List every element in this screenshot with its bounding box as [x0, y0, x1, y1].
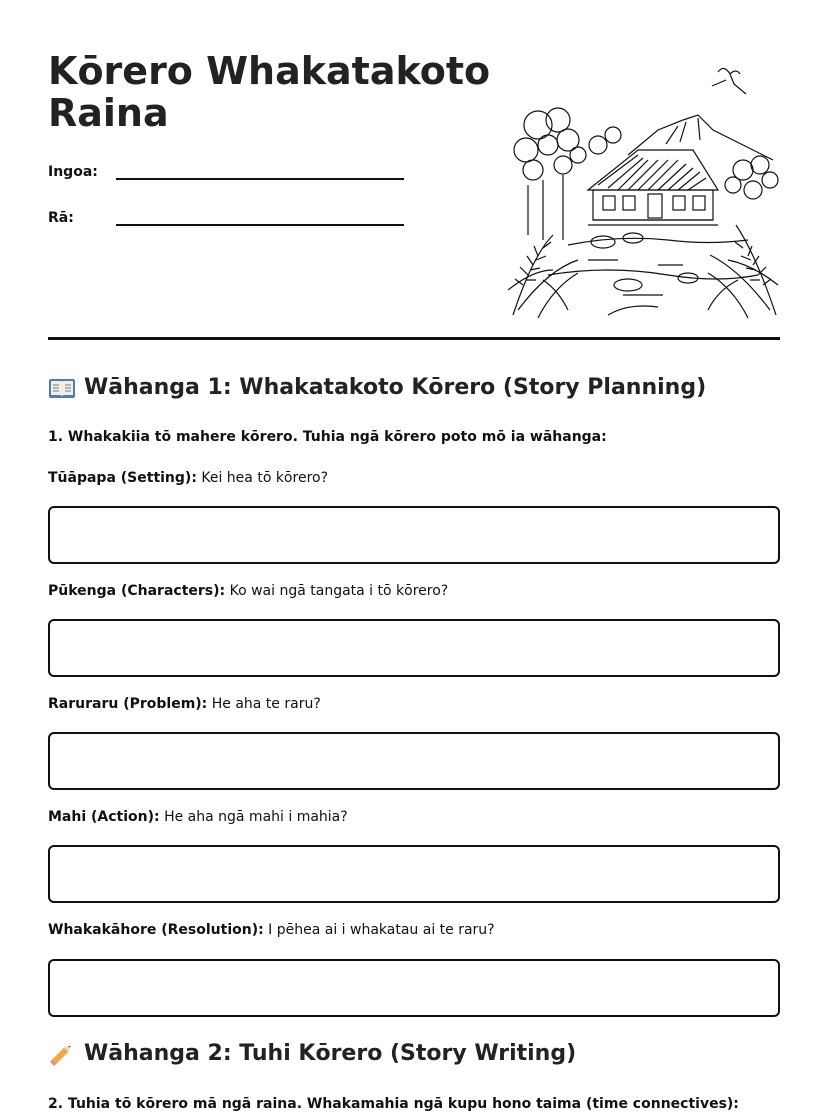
name-label: Ingoa: [48, 164, 98, 180]
prompt-setting-label: Tūāpapa (Setting): [48, 470, 197, 486]
prompt-problem [48, 696, 321, 712]
problem-answer-box[interactable] [48, 732, 780, 790]
date-line[interactable] [116, 204, 404, 226]
prompt-action-label: Mahi (Action): [48, 809, 160, 825]
prompt-resolution-label: Whakakāhore (Resolution): [48, 922, 264, 938]
prompt-resolution [48, 922, 495, 938]
prompt-characters-question: Ko wai ngā tangata i tō kōrero? [225, 583, 449, 599]
title-line-1: Kōrero Whakatakoto [48, 49, 491, 93]
section2-title-text: Wāhanga 2: Tuhi Kōrero (Story Writing) [84, 1041, 577, 1066]
prompt-characters [48, 583, 448, 599]
prompt-characters-label: Pūkenga (Characters): [48, 583, 226, 599]
title-line-2: Raina [48, 91, 169, 135]
prompt-problem-label: Raruraru (Problem): [48, 696, 208, 712]
setting-answer-box[interactable] [48, 506, 780, 564]
section1-title [48, 375, 706, 400]
section1-instruction: 1. Whakakiia tō mahere kōrero. Tuhia ngā kōrero poto mō ia wāhanga: [48, 429, 607, 445]
date-label: Rā: [48, 210, 74, 226]
prompt-setting [48, 470, 328, 486]
resolution-answer-box[interactable] [48, 959, 780, 1017]
landscape-house-illustration [508, 60, 780, 320]
name-line[interactable] [116, 158, 404, 180]
characters-answer-box[interactable] [48, 619, 780, 677]
section2-title [48, 1041, 576, 1066]
action-answer-box[interactable] [48, 845, 780, 903]
section1-title-text: Wāhanga 1: Whakatakoto Kōrero (Story Planning) [84, 375, 707, 400]
prompt-problem-question: He aha te raru? [207, 696, 321, 712]
book-icon [48, 376, 76, 400]
date-row [48, 204, 404, 226]
prompt-setting-question: Kei hea tō kōrero? [196, 470, 329, 486]
pencil-icon [48, 1042, 76, 1066]
section2-instruction: 2. Tuhia tō kōrero mā ngā raina. Whakamahia ngā kupu hono taima (time connectives): [48, 1096, 739, 1112]
prompt-action [48, 809, 348, 825]
prompt-resolution-question: I pēhea ai i whakatau ai te raru? [263, 922, 495, 938]
name-row [48, 158, 404, 180]
divider [48, 337, 780, 340]
page-title [48, 50, 490, 134]
prompt-action-question: He aha ngā mahi i mahia? [159, 809, 348, 825]
